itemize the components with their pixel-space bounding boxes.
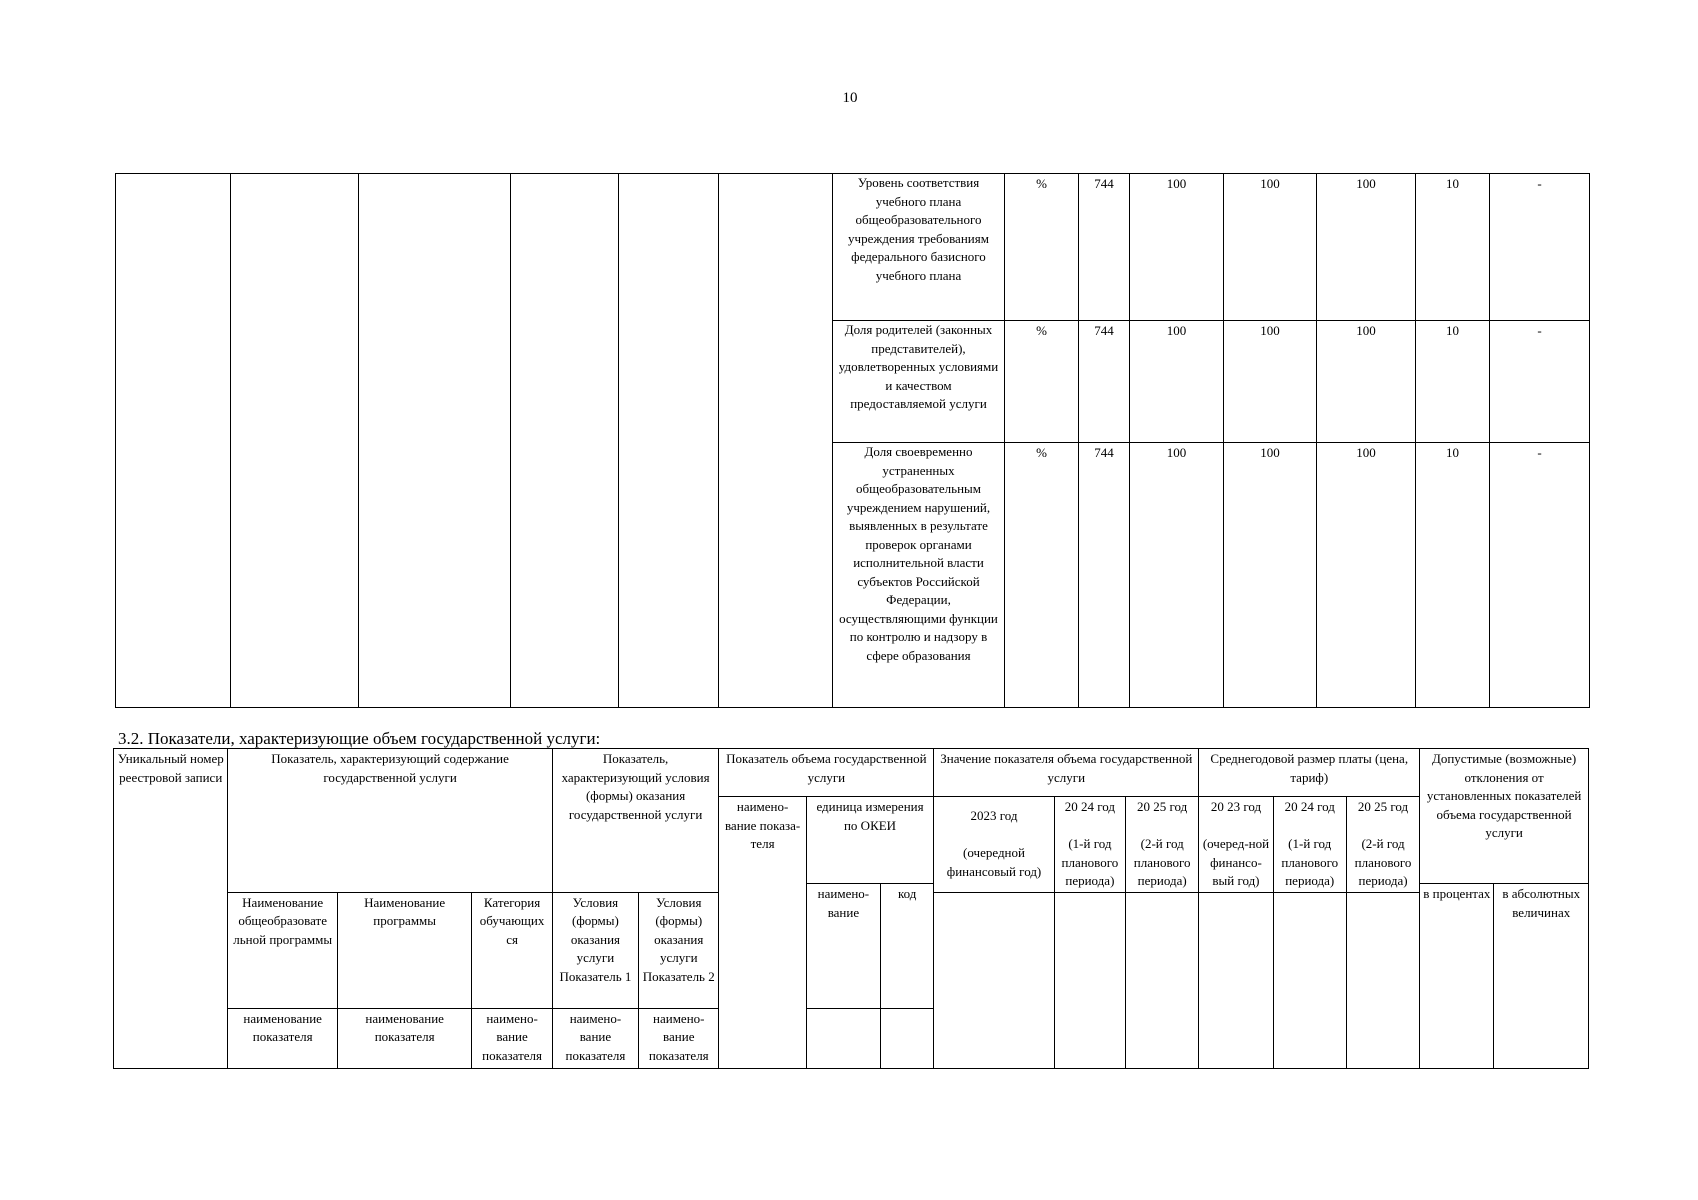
header-programma: Наименование программы <box>337 892 472 1008</box>
header-indicator-name: наимено-вание показа-теля <box>719 797 806 1069</box>
indicator-okei: 744 <box>1079 174 1130 321</box>
indicator-name: Доля родителей (законных представителей), удовлетворенных условиями и качеством предоставляемой услуги <box>833 321 1005 443</box>
blank-cell <box>806 1008 880 1068</box>
indicator-name: Доля своевременно устраненных общеобразовательным учреждением нарушений, выявленных в результате проверок органами исполнительной власти субъектов Российской Федерации, осуществляющими функции по контролю и надзору в сфере образования <box>833 443 1005 708</box>
section-title: 3.2. Показатели, характеризующие объем государственной услуги: <box>118 729 601 748</box>
table-row <box>114 749 1589 797</box>
header-program: Наименование общеобразовате льной программы <box>228 892 337 1008</box>
indicator-okei: 744 <box>1079 443 1130 708</box>
blank-cell <box>1126 892 1199 1068</box>
blank-cell <box>231 174 359 708</box>
header-fee-2024 <box>1273 797 1346 893</box>
indicator-value-2023: 100 <box>1130 174 1224 321</box>
table-row <box>116 174 1590 321</box>
fee-2024-label: 20 24 год <box>1284 799 1335 814</box>
indicator-unit: % <box>1005 321 1079 443</box>
header-dev-percent: в процентах <box>1420 884 1494 1069</box>
indicator-deviation-percent: 10 <box>1416 443 1490 708</box>
page-number: 10 <box>842 90 858 106</box>
header-fee-2025 <box>1346 797 1419 893</box>
blank-cell <box>934 892 1054 1068</box>
header-registry: Уникальный номер реестровой записи <box>114 749 228 1069</box>
indicator-label: наимено-вание показателя <box>639 1008 719 1068</box>
indicator-unit: % <box>1005 174 1079 321</box>
value-2023-label: 2023 год <box>970 808 1018 824</box>
value-2024-note: (1-й год планового периода) <box>1061 836 1119 888</box>
indicator-okei: 744 <box>1079 321 1130 443</box>
header-category: Категория обучающих ся <box>472 892 552 1008</box>
value-2023-note: (очередной финансовый год) <box>946 845 1042 879</box>
indicator-deviation-abs: - <box>1490 321 1590 443</box>
blank-cell <box>619 174 719 708</box>
header-conditions: Показатель, характеризующий условия (формы) оказания государственной услуги <box>552 749 719 893</box>
fee-2025-note: (2-й год планового периода) <box>1354 836 1412 888</box>
indicator-label: наимено-вание показателя <box>472 1008 552 1068</box>
indicator-label: наимено-вание показателя <box>552 1008 638 1068</box>
indicator-name: Уровень соответствия учебного плана общеобразовательного учреждения требованиям федерального базисного учебного плана <box>833 174 1005 321</box>
quality-indicators-table <box>115 173 1590 708</box>
blank-cell <box>1273 892 1346 1068</box>
indicator-label: наименование показателя <box>337 1008 472 1068</box>
header-condition-1: Условия (формы) оказания услуги Показатель 1 <box>552 892 638 1008</box>
header-unit-okei: единица измерения по ОКЕИ <box>806 797 934 884</box>
value-2025-note: (2-й год планового периода) <box>1133 836 1191 888</box>
blank-cell <box>511 174 619 708</box>
fee-2025-label: 20 25 год <box>1357 799 1409 814</box>
indicator-value-2024: 100 <box>1224 443 1317 708</box>
header-volume: Показатель объема государственной услуги <box>719 749 934 797</box>
header-fee: Среднегодовой размер платы (цена, тариф) <box>1199 749 1420 797</box>
value-2024-label: 20 24 год <box>1064 799 1116 814</box>
blank-cell <box>1054 892 1125 1068</box>
indicator-value-2025: 100 <box>1317 443 1416 708</box>
blank-cell <box>719 174 833 708</box>
value-2025-label: 20 25 год <box>1137 799 1188 814</box>
blank-cell <box>881 1008 934 1068</box>
indicator-value-2023: 100 <box>1130 443 1224 708</box>
indicator-deviation-percent: 10 <box>1416 174 1490 321</box>
indicator-label: наименование показателя <box>228 1008 337 1068</box>
header-dev-abs: в абсолютных величинах <box>1494 884 1589 1069</box>
fee-2023-note: (очеред-ной финансо-вый год) <box>1202 836 1270 888</box>
blank-cell <box>1346 892 1419 1068</box>
header-unit-code: код <box>881 884 934 1009</box>
header-value-2025 <box>1126 797 1199 893</box>
fee-2023-label: 20 23 год <box>1210 799 1262 814</box>
header-value-2024 <box>1054 797 1125 893</box>
indicator-value-2025: 100 <box>1317 174 1416 321</box>
header-unit-name: наимено-вание <box>806 884 880 1009</box>
header-value: Значение показателя объема государственной услуги <box>934 749 1199 797</box>
indicator-deviation-abs: - <box>1490 174 1590 321</box>
indicator-value-2025: 100 <box>1317 321 1416 443</box>
header-fee-2023 <box>1199 797 1273 893</box>
indicator-value-2023: 100 <box>1130 321 1224 443</box>
indicator-value-2024: 100 <box>1224 321 1317 443</box>
header-content: Показатель, характеризующий содержание государственной услуги <box>228 749 552 893</box>
blank-cell <box>359 174 511 708</box>
header-value-2023 <box>934 797 1054 893</box>
indicator-unit: % <box>1005 443 1079 708</box>
indicator-deviation-percent: 10 <box>1416 321 1490 443</box>
indicator-deviation-abs: - <box>1490 443 1590 708</box>
blank-cell <box>1199 892 1273 1068</box>
header-deviation: Допустимые (возможные) отклонения от установленных показателей объема государственной услуги <box>1420 749 1589 884</box>
header-condition-2: Условия (формы) оказания услуги Показатель 2 <box>639 892 719 1008</box>
volume-indicators-table <box>113 748 1589 1069</box>
fee-2024-note: (1-й год планового периода) <box>1281 836 1339 888</box>
blank-cell <box>116 174 231 708</box>
indicator-value-2024: 100 <box>1224 174 1317 321</box>
